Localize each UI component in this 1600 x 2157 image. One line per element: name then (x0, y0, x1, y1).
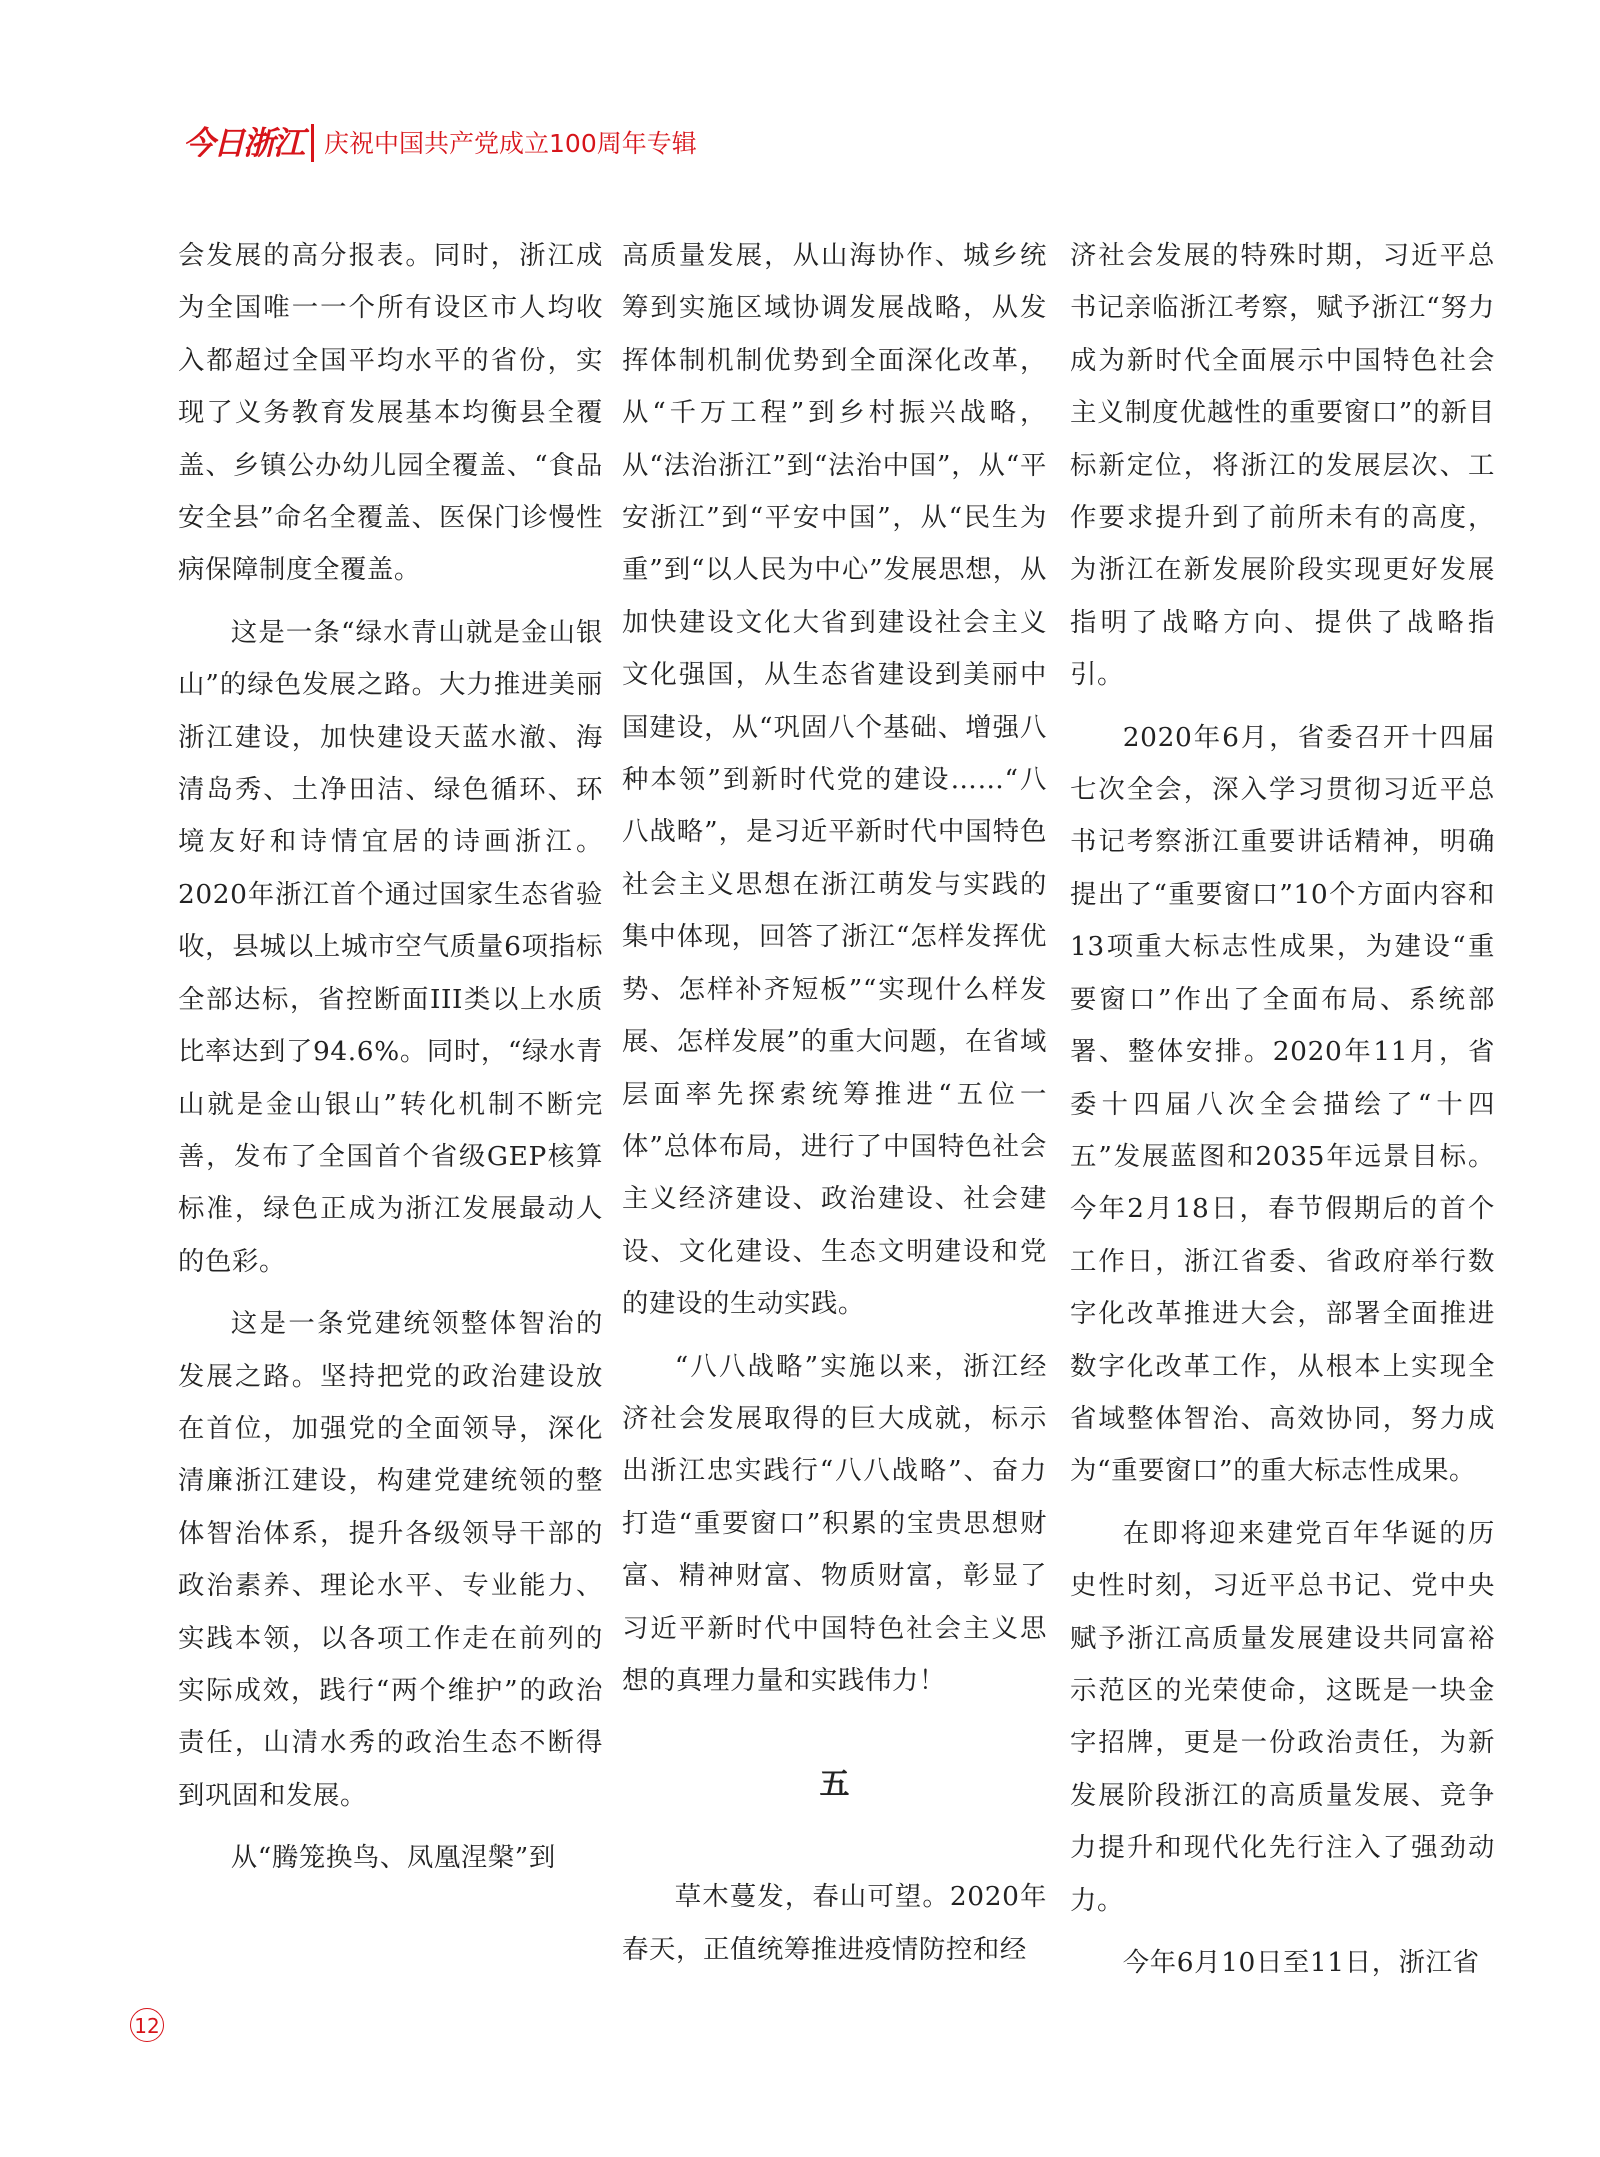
paragraph: 2020年6月，省委召开十四届七次全会，深入学习贯彻习近平总书记考察浙江重要讲话精神，明确提出了“重要窗口”10个方面内容和13项重大标志性成果，为建设“重要窗口”作出了全面布局、系统部署、整体安排。2020年11月，省委十四届八次全会描绘了“十四五”发展蓝图和2035年远景目标。今年2月18日，春节假期后的首个工作日，浙江省委、省政府举行数字化改革推进大会，部署全面推进数字化改革工作，从根本上实现全省域整体智治、高效协同，努力成为“重要窗口”的重大标志性成果。 (1070, 721, 1495, 1487)
paragraph: 这是一条“绿水青山就是金山银山”的绿色发展之路。大力推进美丽浙江建设，加快建设天蓝水澈、海清岛秀、土净田洁、绿色循环、环境友好和诗情宜居的诗画浙江。2020年浙江首个通过国家生态省验收，县城以上城市空气质量6项指标全部达标，省控断面III类以上水质比率达到了94.6%。同时，“绿水青山就是金山银山”转化机制不断完善，发布了全国首个省级GEP核算标准，绿色正成为浙江发展最动人的色彩。 (178, 616, 603, 1277)
paragraph: 草木蔓发，春山可望。2020年春天，正值统筹推进疫情防控和经 (622, 1881, 1047, 1965)
page-number: 12 (130, 2008, 164, 2042)
header-divider (311, 124, 314, 162)
paragraph: 这是一条党建统领整体智治的发展之路。坚持把党的政治建设放在首位，加强党的全面领导，深化清廉浙江建设，构建党建统领的整体智治体系，提升各级领导干部的政治素养、理论水平、专业能力、实践本领，以各项工作走在前列的实际成效，践行“两个维护”的政治责任，山清水秀的政治生态不断得到巩固和发展。 (178, 1308, 603, 1811)
text-column-3 (1070, 230, 1495, 1999)
paragraph: 今年6月10日至11日，浙江省 (1122, 1947, 1480, 1978)
text-column-1 (178, 230, 603, 1895)
magazine-logo: 今日浙江 (183, 124, 304, 162)
paragraph: “八八战略”实施以来，浙江经济社会发展取得的巨大成就，标示出浙江忠实践行“八八战略”、奋力打造“重要窗口”积累的宝贵思想财富、精神财富、物质财富，彰显了习近平新时代中国特色社会主义思想的真理力量和实践伟力！ (622, 1350, 1047, 1696)
section-heading: 五 (819, 1767, 850, 1803)
paragraph: 从“腾笼换鸟、凤凰涅槃”到 (230, 1842, 556, 1874)
paragraph: 会发展的高分报表。同时，浙江成为全国唯一一个所有设区市人均收入都超过全国平均水平的省份，实现了义务教育发展基本均衡县全覆盖、乡镇公办幼儿园全覆盖、“食品安全县”命名全覆盖、医保门诊慢性病保障制度全覆盖。 (178, 240, 603, 586)
page-header (183, 118, 697, 168)
paragraph: 在即将迎来建党百年华诞的历史性时刻，习近平总书记、党中央赋予浙江高质量发展建设共同富裕示范区的光荣使命，这既是一块金字招牌，更是一份政治责任，为新发展阶段浙江的高质量发展、竞争力提升和现代化先行注入了强劲动力。 (1070, 1517, 1495, 1916)
header-title: 庆祝中国共产党成立100周年专辑 (324, 128, 697, 158)
text-column-2 (622, 230, 1047, 1986)
paragraph: 济社会发展的特殊时期，习近平总书记亲临浙江考察，赋予浙江“努力成为新时代全面展示中国特色社会主义制度优越性的重要窗口”的新目标新定位，将浙江的发展层次、工作要求提升到了前所未有的高度，为浙江在新发展阶段实现更好发展指明了战略方向、提供了战略指引。 (1070, 240, 1495, 691)
paragraph: 高质量发展，从山海协作、城乡统筹到实施区域协调发展战略，从发挥体制机制优势到全面深化改革，从“千万工程”到乡村振兴战略，从“法治浙江”到“法治中国”，从“平安浙江”到“平安中国”，从“民生为重”到“以人民为中心”发展思想，从加快建设文化大省到建设社会主义文化强国，从生态省建设到美丽中国建设，从“巩固八个基础、增强八种本领”到新时代党的建设……“八八战略”，是习近平新时代中国特色社会主义思想在浙江萌发与实践的集中体现，回答了浙江“怎样发挥优势、怎样补齐短板”“实现什么样发展、怎样发展”的重大问题，在省域层面率先探索统筹推进“五位一体”总体布局，进行了中国特色社会主义经济建设、政治建设、社会建设、文化建设、生态文明建设和党的建设的生动实践。 (622, 240, 1047, 1320)
